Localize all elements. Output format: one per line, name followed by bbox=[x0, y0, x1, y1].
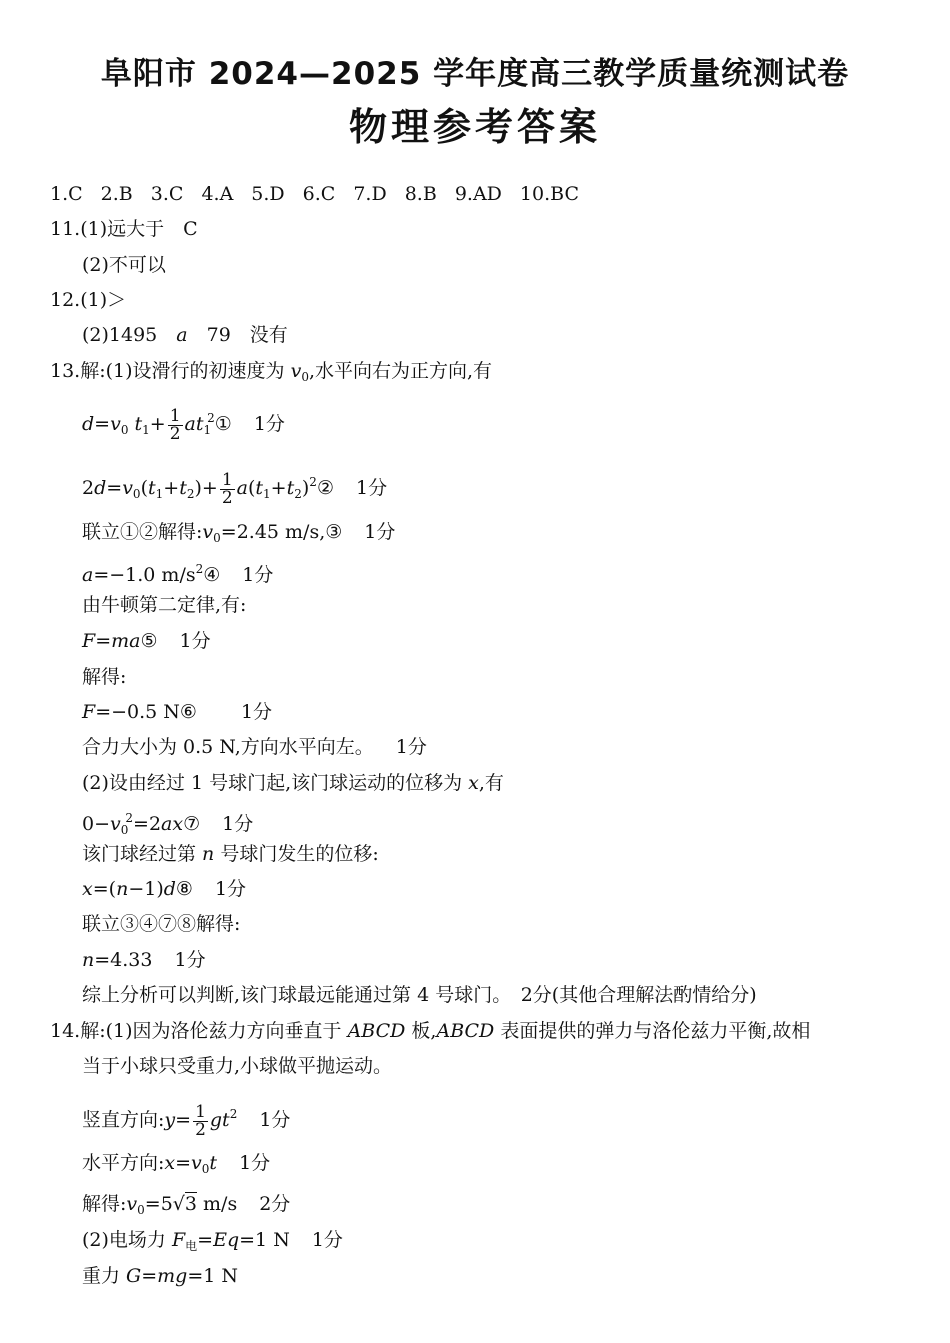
fraction-half: $\frac{1}{2}$ bbox=[169, 405, 181, 444]
score: 1分 bbox=[239, 1152, 271, 1174]
sqrt-icon: √ bbox=[172, 1193, 185, 1215]
q13-eq2: $2d=v_0(t_1+t_2)+$ $\frac{1}{2}$ $a(t_1+t_2)^2②$ 1分 bbox=[82, 469, 388, 508]
mc-answer: 10.BC bbox=[519, 183, 579, 205]
fraction-half: $\frac{1}{2}$ bbox=[195, 1101, 206, 1140]
mc-answer: 1.C bbox=[50, 183, 83, 205]
text: ④ bbox=[203, 564, 221, 586]
mc-answer: 4.A bbox=[201, 183, 234, 205]
text: =−1.0 m/s bbox=[93, 564, 196, 586]
q13-intro-a: 13.解:(1)设滑行的初速度为 bbox=[50, 360, 291, 382]
q14-line1 bbox=[50, 1019, 810, 1043]
q11-part1: 11.(1)远大于 C bbox=[50, 218, 198, 240]
q13-line15: n=4.33 1分 bbox=[82, 949, 206, 971]
text: = bbox=[141, 1265, 158, 1287]
q13-line4: a=−1.0 $m/s^2④$ 1分 bbox=[82, 562, 274, 586]
q12-part1: 12.(1)＞ bbox=[50, 289, 127, 311]
q13-intro-b: ,水平向右为正方向,有 bbox=[308, 360, 493, 382]
q13-line5: 由牛顿第二定律,有: bbox=[82, 594, 247, 616]
text: −1) bbox=[128, 878, 164, 900]
text: = bbox=[197, 1229, 214, 1251]
score: 1分 bbox=[174, 949, 206, 971]
text: (2)电场力 bbox=[82, 1229, 172, 1251]
q14-line6: (2)电场力 $F_电=Eq=1$ N 1分 bbox=[82, 1229, 343, 1253]
q13-line7: 解得: bbox=[82, 666, 127, 688]
score: 1分 bbox=[214, 878, 247, 900]
score: 1分 bbox=[179, 630, 211, 652]
q13-line11: $0-v_0^2=2ax⑦$ 1分 bbox=[82, 811, 254, 837]
score: 1分 bbox=[242, 564, 274, 586]
score: 1分 bbox=[311, 1229, 343, 1251]
text: ,有 bbox=[478, 772, 504, 794]
q12-part2 bbox=[82, 323, 288, 347]
q14-line4: 水平方向$:x=v_0t$ 1分 bbox=[82, 1152, 271, 1176]
mc-answer: 7.D bbox=[353, 183, 387, 205]
text: =2.45 m/s,③ bbox=[220, 521, 343, 543]
mc-answer: 5.D bbox=[251, 183, 285, 205]
text: 重力 bbox=[82, 1265, 127, 1287]
score: 1分 bbox=[222, 813, 254, 835]
text: 号球门发生的位移: bbox=[214, 843, 379, 865]
score: 1分 bbox=[355, 477, 388, 499]
text: 14.解:(1)因为洛伦兹力方向垂直于 bbox=[50, 1020, 348, 1042]
text: 0− bbox=[82, 813, 111, 835]
text: ⑤ bbox=[140, 630, 158, 652]
text: =2 bbox=[133, 813, 162, 835]
q12-var: a bbox=[176, 324, 188, 346]
q13-line9 bbox=[82, 735, 427, 759]
mc-answer: 6.C bbox=[302, 183, 336, 205]
mc-answers bbox=[50, 182, 597, 206]
score: 1分 bbox=[259, 1109, 291, 1131]
q13-line12: 该门球经过第 n 号球门发生的位移: bbox=[82, 843, 379, 865]
text: 电 bbox=[185, 1239, 198, 1253]
text: 合力大小为 0.5 N,方向水平向左。 bbox=[82, 736, 374, 758]
text: m/s bbox=[197, 1193, 238, 1215]
q14-line7: 重力 G=mg=1 N bbox=[82, 1265, 239, 1287]
text: =1 N bbox=[239, 1229, 290, 1251]
score: 1分 bbox=[364, 521, 396, 543]
text: ⑦ bbox=[183, 813, 201, 835]
page-subtitle: 物理参考答案 bbox=[348, 105, 601, 149]
text: =4.33 bbox=[94, 949, 153, 971]
q12-part2-b: 79 没有 bbox=[187, 324, 288, 346]
score: 2分 bbox=[259, 1193, 291, 1215]
text: ABCD bbox=[347, 1020, 406, 1042]
score: 1分 bbox=[253, 413, 285, 435]
text: ⑧ bbox=[175, 878, 193, 900]
score: 1分 bbox=[395, 736, 427, 758]
page-title: 阜阳市 2024—2025 学年度高三教学质量统测试卷 bbox=[100, 56, 850, 92]
q13-line13: x=(n−1)d⑧ 1分 bbox=[82, 878, 247, 900]
fraction-half: $\frac{1}{2}$ bbox=[221, 469, 233, 508]
text: 解得: bbox=[82, 1193, 127, 1215]
text: 板, bbox=[405, 1020, 437, 1042]
q14-line3: 竖直方向:y= $\frac{1}{2}$ $gt^2$ 1分 bbox=[82, 1101, 291, 1140]
q13-eq1: $d=v_0$ $t_1+$ $\frac{1}{2}$ $at_1^2①$ 1分 bbox=[82, 405, 285, 444]
q11-part2: (2)不可以 bbox=[82, 254, 166, 276]
q13-conclusion: 综上分析可以判断,该门球最远能通过第 4 号球门。 2分(其他合理解法酌情给分) bbox=[82, 984, 757, 1006]
q13-line3: 联立①②解得$:v_0=2.45$ m/s,③ 1分 bbox=[82, 521, 396, 545]
text: =1 N bbox=[187, 1265, 239, 1287]
text: 3 bbox=[184, 1193, 197, 1215]
q13-line8: F=−0.5 N⑥ 1分 bbox=[82, 701, 273, 723]
text: 表面提供的弹力与洛伦兹力平衡,故相 bbox=[494, 1020, 811, 1042]
q14-line5: 解得$:v_0=5√3$ m/s 2分 bbox=[82, 1193, 291, 1217]
text: 该门球经过第 bbox=[82, 843, 203, 865]
mc-answer: 3.C bbox=[150, 183, 184, 205]
text: 水平方向: bbox=[82, 1152, 165, 1174]
text: =5 bbox=[144, 1193, 173, 1215]
text: =( bbox=[92, 878, 117, 900]
q13-line14: 联立③④⑦⑧解得: bbox=[82, 913, 241, 935]
q13-line6: F=ma⑤ 1分 bbox=[82, 630, 211, 652]
q12-part2-a: (2)1495 bbox=[82, 324, 177, 346]
score: 1分 bbox=[240, 701, 273, 723]
text: (2)设由经过 1 号球门起,该门球运动的位移为 bbox=[82, 772, 469, 794]
mc-answer: 2.B bbox=[100, 183, 133, 205]
text: =−0.5 N⑥ bbox=[95, 701, 197, 723]
mc-answer: 8.B bbox=[404, 183, 437, 205]
mc-answer: 9.AD bbox=[454, 183, 502, 205]
text: ABCD bbox=[436, 1020, 495, 1042]
q13-line10: (2)设由经过 1 号球门起,该门球运动的位移为 x,有 bbox=[82, 772, 504, 794]
text: 竖直方向: bbox=[82, 1109, 165, 1131]
q14-line2: 当于小球只受重力,小球做平抛运动。 bbox=[82, 1055, 393, 1077]
q13-intro: 13.解:(1)设滑行的初速度为 $v_0$,水平向右为正方向,有 bbox=[50, 360, 493, 384]
text: 联立①②解得: bbox=[82, 521, 203, 543]
